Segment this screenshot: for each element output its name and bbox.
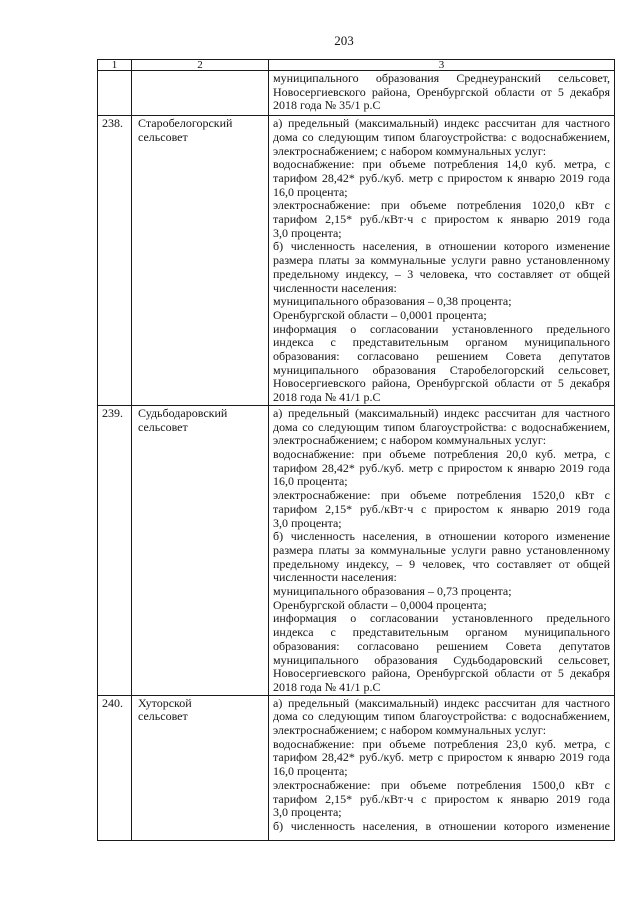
- text-line: предельному индексу, – 3 человека, что составляет от общей: [273, 267, 610, 281]
- table-header-row: [98, 60, 615, 71]
- text-line: размера платы за коммунальные услуги равно установленному: [273, 254, 610, 268]
- text-line: информация о согласовании установленного предельного: [273, 612, 610, 626]
- municipality-name-line: Судьбодаровский: [138, 405, 228, 420]
- text-line: индекса с представительным органом муниципального: [273, 336, 610, 350]
- table-row-continuation: [98, 71, 615, 116]
- municipality-name-line: сельсовет: [138, 709, 188, 724]
- index-details-cell: [269, 695, 615, 840]
- text-line: Новосергиевского района, Оренбургской области от 5 декабря: [273, 667, 610, 681]
- column-header-details: 3: [269, 60, 615, 71]
- row-number-cell: [98, 116, 132, 406]
- text-line: электроснабжением; с набором коммунальных услуг:: [273, 724, 547, 738]
- text-line: 2018 года № 41/1 р.С: [273, 680, 381, 694]
- text-line: а) предельный (максимальный) индекс рассчитан для частного: [273, 117, 610, 131]
- text-line: электроснабжением; с набором коммунальных услуг:: [273, 434, 547, 448]
- text-line: 3,0 процента;: [273, 806, 342, 820]
- municipality-cell: [132, 405, 269, 695]
- text-line: муниципального образования Среднеуранский сельсовет,: [273, 72, 610, 85]
- column-header-number: 1: [98, 60, 132, 71]
- municipality-cell: [132, 116, 269, 406]
- text-line: Новосергиевского района, Оренбургской области от 5 декабря: [273, 377, 610, 391]
- text-line: 16,0 процента;: [273, 475, 348, 489]
- text-line: б) численность населения, в отношении которого изменение: [273, 240, 610, 254]
- text-line: а) предельный (максимальный) индекс рассчитан для частного: [273, 406, 610, 420]
- municipality-cell: [132, 71, 269, 116]
- index-details-cell: [269, 405, 615, 695]
- row-number: 240.: [102, 695, 123, 710]
- text-line: предельному индексу, – 9 человек, что составляет от общей: [273, 557, 610, 571]
- row-number: 239.: [102, 405, 123, 420]
- page-number: 203: [334, 33, 354, 48]
- text-line: тарифом 2,15* руб./кВт·ч с приростом к январю 2019 года: [273, 213, 610, 227]
- text-line: а) предельный (максимальный) индекс рассчитан для частного: [273, 696, 610, 710]
- text-line: тарифом 28,42* руб./куб. метр с приростом к январю 2019 года: [273, 461, 610, 475]
- row-number: 238.: [102, 116, 123, 131]
- text-line: водоснабжение: при объеме потребления 20,0 куб. метра, с: [273, 447, 610, 461]
- text-line: тарифом 28,42* руб./куб. метр с приростом к январю 2019 года: [273, 751, 610, 765]
- text-line: Оренбургской области – 0,0004 процента;: [273, 598, 487, 612]
- text-line: 16,0 процента;: [273, 765, 348, 779]
- column-header-municipality: 2: [132, 60, 269, 71]
- row-number-cell: [98, 71, 132, 116]
- text-line: численности населения:: [273, 571, 397, 585]
- table-body: [98, 71, 615, 841]
- row-number-cell: [98, 695, 132, 840]
- table-row-240: [98, 695, 615, 840]
- text-line: образования: согласовано решением Совета депутатов: [273, 639, 610, 653]
- table-row-239: [98, 405, 615, 695]
- text-line: водоснабжение: при объеме потребления 14,0 куб. метра, с: [273, 158, 610, 172]
- text-line: информация о согласовании установленного предельного: [273, 322, 610, 336]
- municipality-name-line: сельсовет: [138, 419, 188, 434]
- text-line: 16,0 процента;: [273, 185, 348, 199]
- text-line: водоснабжение: при объеме потребления 23,0 куб. метра, с: [273, 737, 610, 751]
- text-line: электроснабжение: при объеме потребления 1500,0 кВт с: [273, 778, 610, 792]
- text-line: электроснабжение: при объеме потребления 1520,0 кВт с: [273, 489, 610, 503]
- tariff-index-table: [97, 59, 615, 841]
- text-line: дома со следующим типом благоустройства: с водоснабжением,: [273, 710, 610, 724]
- text-line: б) численность населения, в отношении которого изменение: [273, 819, 610, 833]
- text-line: тарифом 2,15* руб./кВт·ч с приростом к январю 2019 года: [273, 502, 610, 516]
- index-details-cell: [269, 116, 615, 406]
- text-line: муниципального образования – 0,38 процента;: [273, 295, 512, 309]
- municipality-name-line: Хуторской: [138, 695, 192, 710]
- text-line: муниципального образования – 0,73 процента;: [273, 585, 512, 599]
- municipality-cell: [132, 695, 269, 840]
- municipality-name-line: Старобелогорский: [138, 116, 233, 131]
- text-line: 2018 года № 41/1 р.С: [273, 391, 381, 405]
- row-number-cell: [98, 405, 132, 695]
- text-line: муниципального образования Старобелогорский сельсовет,: [273, 363, 610, 377]
- text-line: 3,0 процента;: [273, 226, 342, 240]
- municipality-name-line: сельсовет: [138, 129, 188, 144]
- text-line: численности населения:: [273, 281, 397, 295]
- text-line: тарифом 2,15* руб./кВт·ч с приростом к январю 2019 года: [273, 792, 610, 806]
- text-line: 2018 года № 35/1 р.С: [273, 99, 381, 113]
- text-line: дома со следующим типом благоустройства: с водоснабжением,: [273, 130, 610, 144]
- text-line: муниципального образования Судьбодаровский сельсовет,: [273, 653, 610, 667]
- text-line: размера платы за коммунальные услуги равно установленному: [273, 543, 610, 557]
- text-line: электроснабжение: при объеме потребления 1020,0 кВт с: [273, 199, 610, 213]
- text-line: Новосергиевского района, Оренбургской области от 5 декабря: [273, 85, 610, 99]
- index-details-cell: [269, 71, 615, 116]
- text-line: дома со следующим типом благоустройства: с водоснабжением,: [273, 420, 610, 434]
- text-line: Оренбургской области – 0,0001 процента;: [273, 308, 487, 322]
- text-line: индекса с представительным органом муниципального: [273, 626, 610, 640]
- text-line: электроснабжением; с набором коммунальных услуг:: [273, 144, 547, 158]
- text-line: б) численность населения, в отношении которого изменение: [273, 530, 610, 544]
- text-line: образования: согласовано решением Совета депутатов: [273, 350, 610, 364]
- table-row-238: [98, 116, 615, 406]
- text-line: 3,0 процента;: [273, 516, 342, 530]
- text-line: тарифом 28,42* руб./куб. метр с приростом к январю 2019 года: [273, 171, 610, 185]
